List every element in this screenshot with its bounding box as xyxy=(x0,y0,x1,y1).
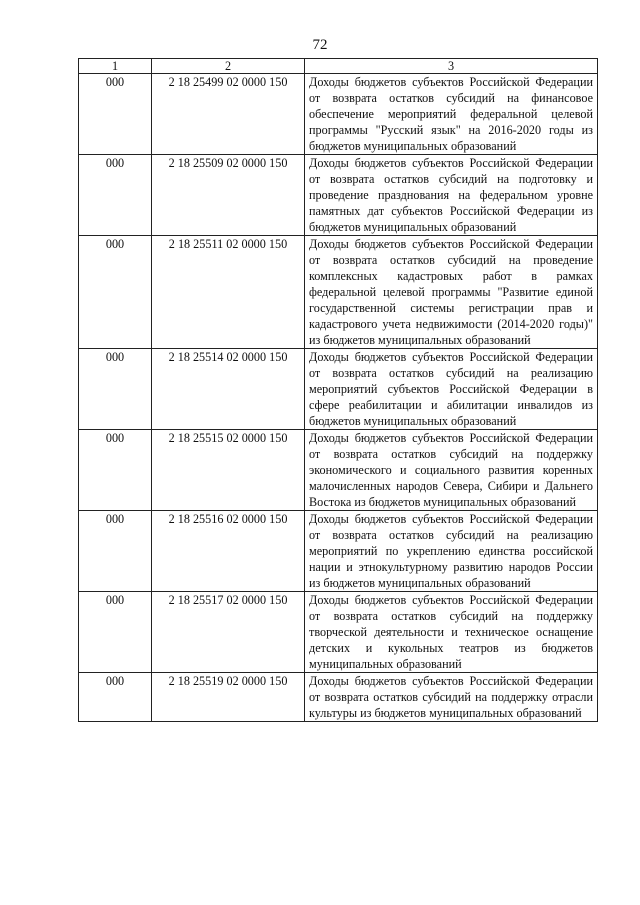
table-row xyxy=(79,511,598,592)
income-code-cell: 2 18 25519 02 0000 150 xyxy=(152,673,305,722)
page-number: 72 xyxy=(312,37,328,53)
income-code-cell: 2 18 25499 02 0000 150 xyxy=(152,74,305,155)
income-code-cell: 2 18 25515 02 0000 150 xyxy=(152,430,305,511)
table-row xyxy=(79,155,598,236)
admin-code-cell: 000 xyxy=(79,430,152,511)
admin-code-cell: 000 xyxy=(79,592,152,673)
admin-code-cell: 000 xyxy=(79,349,152,430)
admin-code-cell: 000 xyxy=(79,511,152,592)
income-name-cell: Доходы бюджетов субъектов Российской Федерации от возврата остатков субсидий на поддержку отрасли культуры из бюджетов муниципальных образований xyxy=(305,673,598,722)
income-name-cell: Доходы бюджетов субъектов Российской Федерации от возврата остатков субсидий на подготовку и проведение празднования на федеральном уровне памятных дат субъектов Российской Федерации из бюджетов муниципальных образований xyxy=(305,155,598,236)
column-header-2: 2 xyxy=(152,59,305,74)
column-header-1: 1 xyxy=(79,59,152,74)
admin-code-cell: 000 xyxy=(79,236,152,349)
table-row xyxy=(79,430,598,511)
admin-code-cell: 000 xyxy=(79,155,152,236)
income-name-cell: Доходы бюджетов субъектов Российской Федерации от возврата остатков субсидий на реализацию мероприятий субъектов Российской Федерации в сфере реабилитации и абилитации инвалидов из бюджетов муниципальных образований xyxy=(305,349,598,430)
admin-code-cell: 000 xyxy=(79,673,152,722)
income-code-cell: 2 18 25511 02 0000 150 xyxy=(152,236,305,349)
table-header-row xyxy=(79,59,598,74)
income-name-cell: Доходы бюджетов субъектов Российской Федерации от возврата остатков субсидий на поддержку экономического и социального развития коренных малочисленных народов Севера, Сибири и Дальнего Востока из бюджетов муниципальных образований xyxy=(305,430,598,511)
income-name-cell: Доходы бюджетов субъектов Российской Федерации от возврата остатков субсидий на проведение комплексных кадастровых работ в рамках федеральной целевой программы "Развитие единой государственной системы регистрации прав и кадастрового учета недвижимости (2014-2020 годы)" из бюджетов муниципальных образований xyxy=(305,236,598,349)
table-row xyxy=(79,592,598,673)
income-name-cell: Доходы бюджетов субъектов Российской Федерации от возврата остатков субсидий на финансовое обеспечение мероприятий федеральной целевой программы "Русский язык" на 2016-2020 годы из бюджетов муниципальных образований xyxy=(305,74,598,155)
income-name-cell: Доходы бюджетов субъектов Российской Федерации от возврата остатков субсидий на поддержку творческой деятельности и техническое оснащение детских и кукольных театров из бюджетов муниципальных образований xyxy=(305,592,598,673)
income-code-cell: 2 18 25509 02 0000 150 xyxy=(152,155,305,236)
admin-code-cell: 000 xyxy=(79,74,152,155)
table-row xyxy=(79,236,598,349)
table-row xyxy=(79,74,598,155)
table-row xyxy=(79,349,598,430)
income-code-cell: 2 18 25517 02 0000 150 xyxy=(152,592,305,673)
table-row xyxy=(79,673,598,722)
income-name-cell: Доходы бюджетов субъектов Российской Федерации от возврата остатков субсидий на реализацию мероприятий по укреплению единства российской нации и этнокультурному развитию народов России из бюджетов муниципальных образований xyxy=(305,511,598,592)
budget-income-table xyxy=(78,58,598,722)
income-code-cell: 2 18 25514 02 0000 150 xyxy=(152,349,305,430)
column-header-3: 3 xyxy=(305,59,598,74)
income-code-cell: 2 18 25516 02 0000 150 xyxy=(152,511,305,592)
